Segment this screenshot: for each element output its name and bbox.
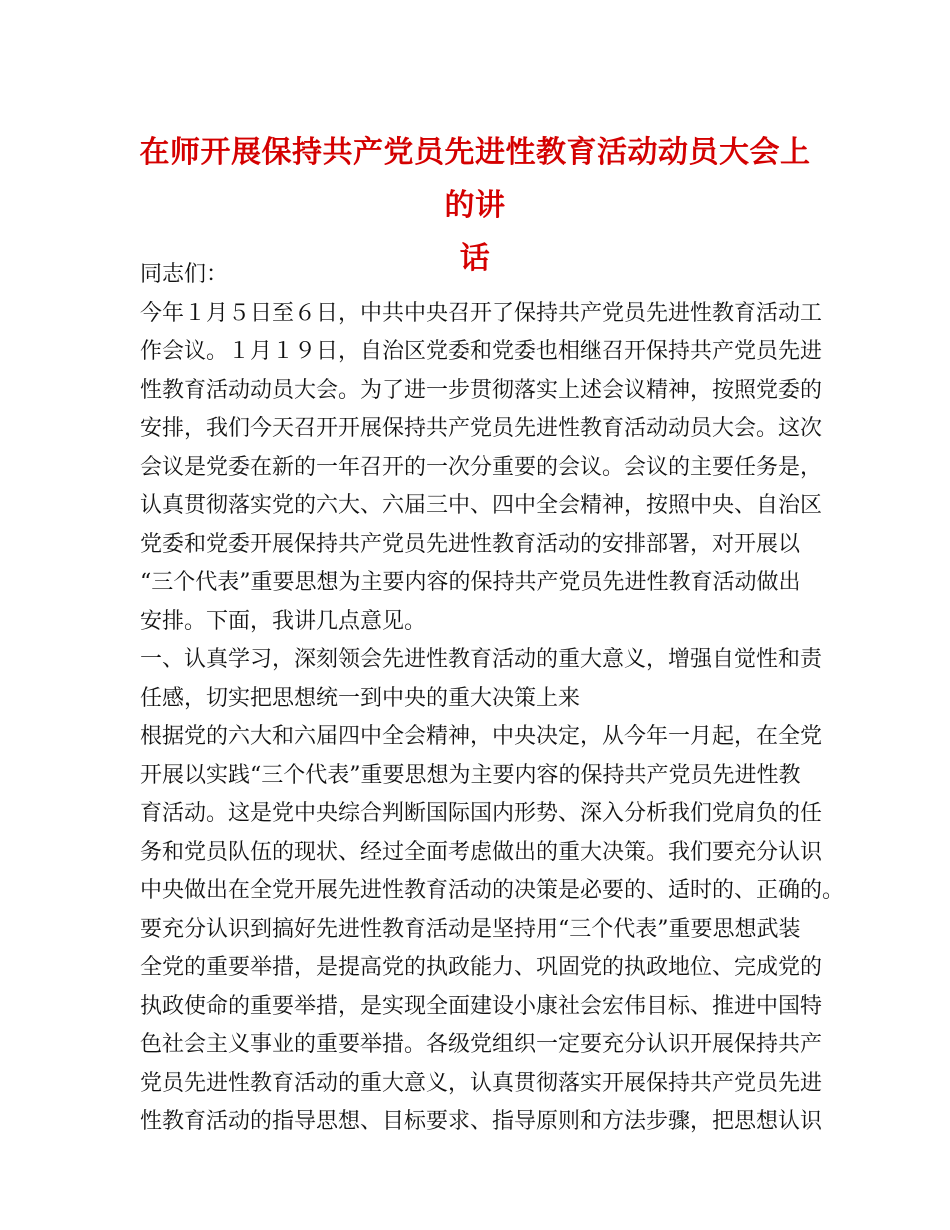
body-line: 执政使命的重要举措，是实现全面建设小康社会宏伟目标、推进中国特 <box>140 993 823 1019</box>
body-line: 性教育活动的指导思想、目标要求、指导原则和方法步骤，把思想认识 <box>140 1109 823 1134</box>
body-line: 党员先进性教育活动的重大意义，认真贯彻落实开展保持共产党员先进 <box>140 1070 823 1096</box>
body-line: 今年１月５日至６日，中共中央召开了保持共产党员先进性教育活动工 <box>140 300 823 326</box>
body-line: 会议是党委在新的一年召开的一次分重要的会议。会议的主要任务是， <box>140 454 823 480</box>
title-line-2: 话 <box>459 241 491 276</box>
body-line: 全党的重要举措，是提高党的执政能力、巩固党的执政地位、完成党的 <box>140 955 823 980</box>
body-line: 务和党员队伍的现状、经过全面考虑做出的重大决策。我们要充分认识 <box>140 839 823 865</box>
title-line-1: 在师开展保持共产党员先进性教育活动动员大会上的讲 <box>139 135 811 223</box>
body-line: 作会议。１月１９日，自治区党委和党委也相继召开保持共产党员先进 <box>140 339 823 364</box>
body-line: 认真贯彻落实党的六大、六届三中、四中全会精神，按照中央、自治区 <box>140 493 823 518</box>
body-line: 安排。下面，我讲几点意见。 <box>140 608 427 634</box>
body-line: 要充分认识到搞好先进性教育活动是坚持用“三个代表”重要思想武装 <box>140 916 801 942</box>
body-line: 党委和党委开展保持共产党员先进性教育活动的安排部署，对开展以 <box>140 531 801 557</box>
section-heading-line: 任感，切实把思想统一到中央的重大决策上来 <box>140 685 581 711</box>
body-line: 育活动。这是党中央综合判断国际国内形势、深入分析我们党肩负的任 <box>140 801 823 826</box>
body-line: 根据党的六大和六届四中全会精神，中央决定，从今年一月起，在全党 <box>140 724 823 749</box>
salutation-line: 同志们： <box>140 262 229 287</box>
section-heading-line: 一、认真学习，深刻领会先进性教育活动的重大意义，增强自觉性和责 <box>140 647 823 672</box>
body-line: 安排，我们今天召开开展保持共产党员先进性教育活动动员大会。这次 <box>140 416 823 441</box>
body-line: “三个代表”重要思想为主要内容的保持共产党员先进性教育活动做出 <box>140 570 801 595</box>
body-line: 性教育活动动员大会。为了进一步贯彻落实上述会议精神，按照党委的 <box>140 377 823 403</box>
body-line: 色社会主义事业的重要举措。各级党组织一定要充分认识开展保持共产 <box>140 1032 823 1057</box>
document-body <box>140 256 845 1142</box>
body-line: 中央做出在全党开展先进性教育活动的决策是必要的、适时的、正确的。 <box>140 878 845 903</box>
body-line: 开展以实践“三个代表”重要思想为主要内容的保持共产党员先进性教 <box>140 762 801 788</box>
